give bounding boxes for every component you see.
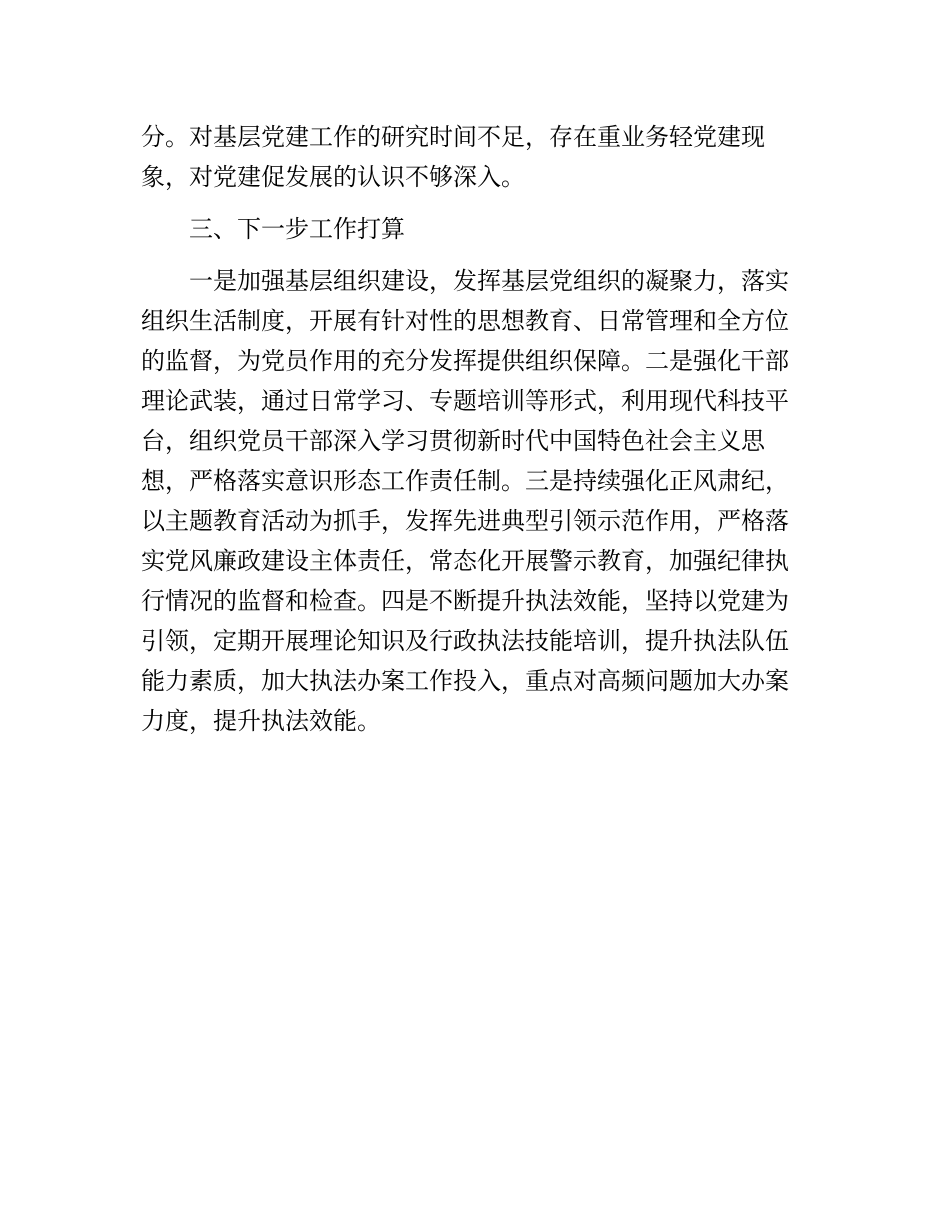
paragraph-line: 组织生活制度，开展有针对性的思想教育、日常管理和全方位 (141, 307, 789, 335)
paragraph-line: 力度，提升执法效能。 (141, 707, 381, 735)
paragraph-line: 的监督，为党员作用的充分发挥提供组织保障。二是强化干部 (141, 347, 789, 375)
paragraph-line: 一是加强基层组织建设，发挥基层党组织的凝聚力，落实 (189, 267, 789, 295)
paragraph-line: 能力素质，加大执法办案工作投入，重点对高频问题加大办案 (141, 667, 789, 695)
paragraph-line: 行情况的监督和检查。四是不断提升执法效能，坚持以党建为 (141, 587, 789, 615)
paragraph-line: 引领，定期开展理论知识及行政执法技能培训，提升执法队伍 (141, 627, 789, 655)
section-heading: 三、下一步工作打算 (189, 215, 405, 243)
paragraph-line: 象，对党建促发展的认识不够深入。 (141, 163, 525, 191)
paragraph-line: 实党风廉政建设主体责任，常态化开展警示教育，加强纪律执 (141, 547, 789, 575)
document-body (141, 117, 821, 741)
continuation-paragraph (141, 117, 821, 197)
paragraph-line: 理论武装，通过日常学习、专题培训等形式，利用现代科技平 (141, 387, 789, 415)
paragraph-line: 以主题教育活动为抓手，发挥先进典型引领示范作用，严格落 (141, 507, 789, 535)
body-paragraph (141, 261, 821, 741)
paragraph-line: 想，严格落实意识形态工作责任制。三是持续强化正风肃纪， (141, 467, 789, 495)
paragraph-line: 台，组织党员干部深入学习贯彻新时代中国特色社会主义思 (141, 427, 765, 455)
paragraph-line: 分。对基层党建工作的研究时间不足，存在重业务轻党建现 (141, 123, 765, 151)
